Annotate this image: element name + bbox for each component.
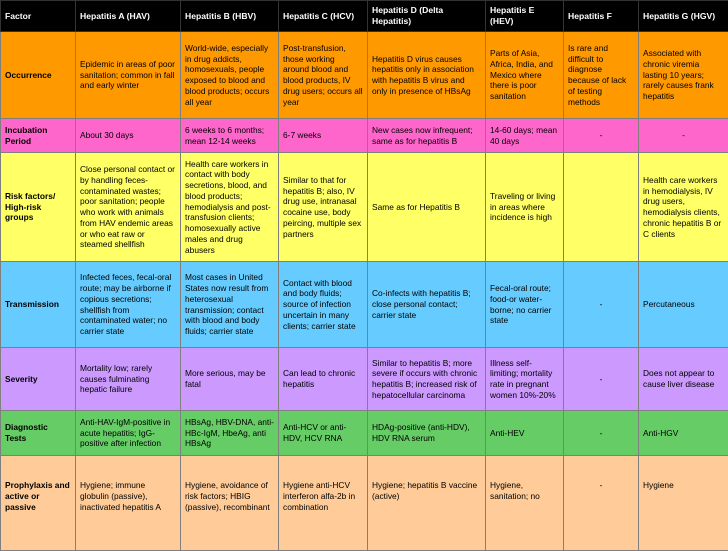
table-cell: Contact with blood and body fluids; source of infection uncertain in many clients; carrier state [279,262,368,348]
row-header: Occurrence [1,32,76,119]
row-header: Incubation Period [1,119,76,153]
table-cell: Parts of Asia, Africa, India, and Mexico where there is poor sanitation [486,32,564,119]
table-cell: HBsAg, HBV-DNA, anti-HBc-IgM, HbeAg, anti HBsAg [181,411,279,456]
table-row [1,411,728,456]
table-cell: - [564,348,639,411]
table-cell: Similar to hepatitis B; more severe if occurs with chronic hepatitis B; increased risk of hepatocellular carcinoma [368,348,486,411]
table-cell: Traveling or living in areas where incidence is high [486,153,564,262]
header-hf: Hepatitis F [564,1,639,32]
table-cell: 6 weeks to 6 months; mean 12-14 weeks [181,119,279,153]
table-cell: Post-transfusion, those working around blood and blood products, IV drug users; occurs all year [279,32,368,119]
table-cell: Is rare and difficult to diagnose because of lack of testing methods [564,32,639,119]
table-row [1,32,728,119]
header-hdv: Hepatitis D (Delta Hepatitis) [368,1,486,32]
table-cell: HDAg-positive (anti-HDV), HDV RNA serum [368,411,486,456]
table-cell: Health care workers in contact with body secretions, blood, and blood products; hemodialysis and post-transfusion clients; homosexually active males and drug abusers [181,153,279,262]
table-cell: Fecal-oral route; food-or water-borne; no carrier state [486,262,564,348]
table-cell: Hepatitis D virus causes hepatitis only in association with hepatitis B virus and only in presence of HBsAg [368,32,486,119]
table-cell: Hygiene [639,456,728,551]
table-cell: - [564,456,639,551]
table-cell: Hygiene; hepatitis B vaccine (active) [368,456,486,551]
row-header: Risk factors/ High-risk groups [1,153,76,262]
table-cell: Health care workers in hemodialysis, IV drug users, hemodialysis clients, chronic hepatitis B or C clients [639,153,728,262]
table-cell: - [639,119,728,153]
table-cell: Anti-HAV-IgM-positive in acute hepatitis; IgG-positive after infection [76,411,181,456]
row-header: Severity [1,348,76,411]
table-cell: Percutaneous [639,262,728,348]
header-hav: Hepatitis A (HAV) [76,1,181,32]
table-cell: More serious, may be fatal [181,348,279,411]
header-factor: Factor [1,1,76,32]
table-cell: Hygiene, avoidance of risk factors; HBIG (passive), recombinant [181,456,279,551]
table-cell: Hygiene, sanitation; no [486,456,564,551]
table-row [1,119,728,153]
table-cell: Close personal contact or by handling feces-contaminated wastes; poor sanitation; people who work with animals from HAV endemic areas or who eat raw or steamed shellfish [76,153,181,262]
table-cell: Most cases in United States now result from heterosexual transmission; contact with blood and body fluids; carrier state [181,262,279,348]
header-hgv: Hepatitis G (HGV) [639,1,728,32]
table-cell: Hygiene; immune globulin (passive), inactivated hepatitis A [76,456,181,551]
table-row [1,262,728,348]
table-cell: Similar to that for hepatitis B; also, IV drug use, intranasal cocaine use, body peircing, multiple sex partners [279,153,368,262]
table-cell: Co-infects with hepatitis B; close personal contact; carrier state [368,262,486,348]
table-cell: Anti-HCV or anti-HDV, HCV RNA [279,411,368,456]
table-cell: - [564,262,639,348]
table-cell: Anti-HGV [639,411,728,456]
table-cell [564,153,639,262]
table-cell: Same as for Hepatitis B [368,153,486,262]
table-cell: 6-7 weeks [279,119,368,153]
table-cell: - [564,119,639,153]
table-cell: 14-60 days; mean 40 days [486,119,564,153]
row-header: Prophylaxis and active or passive [1,456,76,551]
table-cell: Infected feces, fecal-oral route; may be airborne if copious secretions; shellfish from contaminated water; no carrier state [76,262,181,348]
row-header: Diagnostic Tests [1,411,76,456]
table-cell: - [564,411,639,456]
table-cell: Illness self-limiting; mortality rate in pregnant women 10%-20% [486,348,564,411]
table-row [1,348,728,411]
table-cell: New cases now infrequent; same as for hepatitis B [368,119,486,153]
table-cell: Anti-HEV [486,411,564,456]
table-cell: Hygiene anti-HCV interferon alfa-2b in combination [279,456,368,551]
table-cell: Does not appear to cause liver disease [639,348,728,411]
header-hev: Hepatitis E (HEV) [486,1,564,32]
table-cell: About 30 days [76,119,181,153]
header-hcv: Hepatitis C (HCV) [279,1,368,32]
table-cell: Associated with chronic viremia lasting 10 years; rarely causes frank hepatitis [639,32,728,119]
row-header: Transmission [1,262,76,348]
table-cell: Can lead to chronic hepatitis [279,348,368,411]
table-cell: Mortality low; rarely causes fulminating hepatic failure [76,348,181,411]
table-cell: Epidemic in areas of poor sanitation; common in fall and early winter [76,32,181,119]
header-hbv: Hepatitis B (HBV) [181,1,279,32]
header-row [1,1,728,32]
table-row [1,456,728,551]
table-cell: World-wide, especially in drug addicts, homosexuals, people exposed to blood and blood products; occurs all year [181,32,279,119]
table-row [1,153,728,262]
